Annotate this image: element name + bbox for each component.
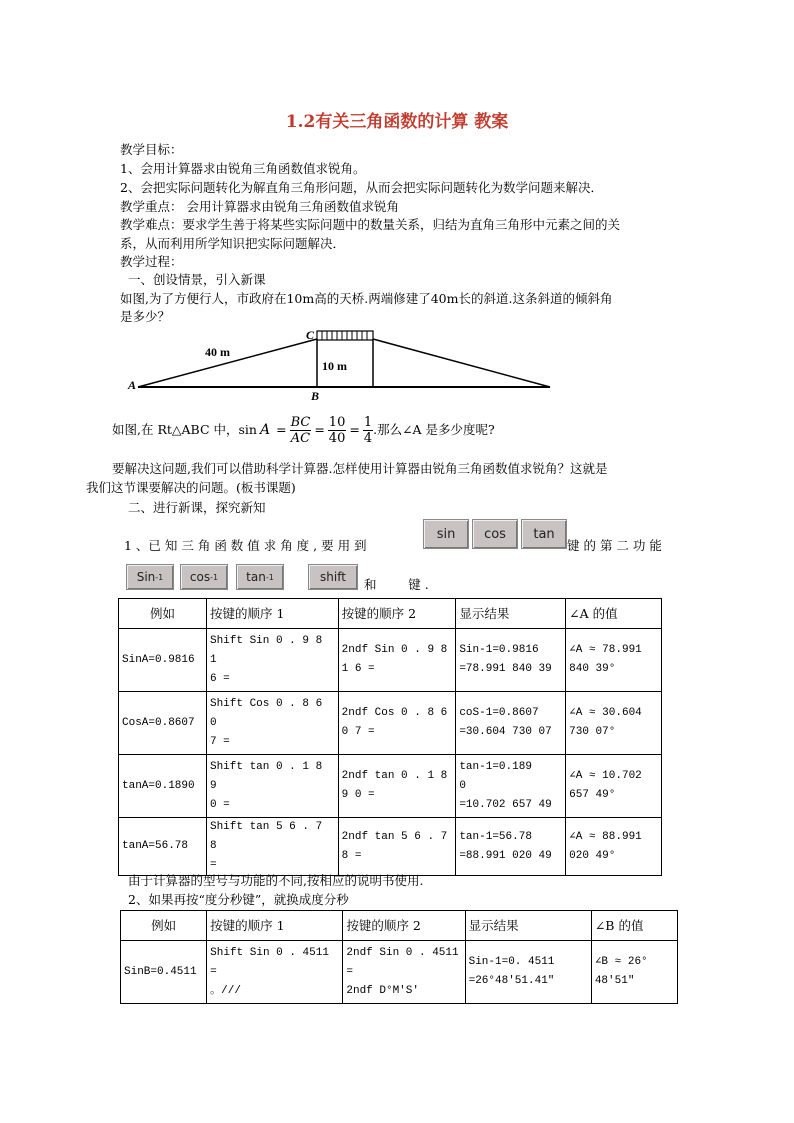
ramp-right (373, 339, 550, 387)
calculator-note: 由于计算器的型号与功能的不同,按相应的说明书使用. (128, 873, 424, 888)
table-row: tanA=56.78 Shift tan 5 6 . 7 8 = 2ndf tan 5 6 . 7 8 = tan-1=56.78 =88.991 020 49 ∠A ≈ 88.991 020 49° (119, 818, 662, 876)
sin-key: sin (423, 519, 469, 549)
process-heading: 教学过程： (120, 254, 183, 269)
cos-inverse-key: cos -1 (180, 564, 228, 590)
sin-inverse-key: Sin -1 (126, 564, 174, 590)
label-c: C (306, 328, 315, 342)
table-row: SinB=0.4511 Shift Sin 0 . 4511 = 。/// 2ndf Sin 0 . 4511 = 2ndf D°M′S′ Sin-1=0. 4511 =26°48′51.41″ ∠B ≈ 26° 48′51″ (121, 941, 678, 1004)
section-2-heading: 二、进行新课，探究新知 (128, 500, 266, 515)
label-a: A (128, 378, 137, 392)
table2-header-seq1: 按键的顺序 1 (207, 911, 343, 941)
label-bc-length: 10 m (322, 359, 347, 373)
section-1-heading: 一、创设情景，引入新课 (128, 272, 266, 287)
table2-header-result: 显示结果 (465, 911, 591, 941)
shift-key: shift (308, 564, 358, 590)
goal-2: 2、会把实际问题转化为解直角三角形问题，从而会把实际问题转化为数学问题来解决． (120, 180, 603, 195)
table2-header-angle: ∠B 的值 (591, 911, 677, 941)
fraction-bc-ac: $\frac{BC}{AC}$ (290, 414, 311, 446)
label-b: B (311, 389, 320, 402)
table1-header-angle: ∠A 的值 (566, 599, 662, 629)
bridge-ramp-figure (120, 326, 560, 402)
formula-suffix: .那么∠A 是多少度呢? (373, 422, 495, 437)
teaching-focus: 教学重点： 会用计算器求由锐角三角函数值求锐角 (120, 199, 399, 214)
formula-var: A (259, 422, 271, 438)
document-title: 1.2有关三角函数的计算 教案 (285, 112, 509, 132)
problem-text: 如图,为了方便行人，市政府在10m高的天桥.两端修建了40m长的斜道.这条斜道的倾斜角 (120, 291, 613, 306)
item-2-text: 2、如果再按“度分秒键”，就换成度分秒 (128, 892, 349, 907)
paragraph-1-cont: 我们这节课要解决的问题。(板书课题) (86, 480, 296, 495)
tan-key: tan (521, 519, 567, 549)
formula-prefix: 如图,在 Rt△ABC 中，sin (112, 422, 257, 437)
formula-line: 如图,在 Rt△ABC 中，sin A = $\frac{BC}{AC}$ = $\frac{10}{40}$ = $\frac{1}{4}$ .那么∠A 是多少度呢? (112, 410, 495, 450)
teaching-difficulty-cont: 系，从而利用所学知识把实际问题解决． (120, 236, 346, 251)
table1-header-example: 例如 (119, 599, 207, 629)
table1-header-seq1: 按键的顺序 1 (206, 599, 338, 629)
goals-heading: 教学目标： (120, 142, 183, 157)
teaching-difficulty: 教学难点：要求学生善于将某些实际问题中的数量关系，归结为直角三角形中元素之间的关 (120, 217, 621, 232)
paragraph-1: 要解决这问题,我们可以借助科学计算器.怎样使用计算器由锐角三角函数值求锐角？这就是 (112, 461, 608, 476)
table-row: tanA=0.1890 Shift tan 0 . 1 8 9 0 = 2ndf tan 0 . 1 8 9 0 = tan-1=0.189 0 =10.702 657 49 ∠A ≈ 10.702 657 49° (119, 755, 662, 818)
table2-header-seq2: 按键的顺序 2 (343, 911, 465, 941)
fraction-1-4: $\frac{1}{4}$ (363, 414, 373, 446)
item-1-text: 1 、已 知 三 角 函 数 值 求 角 度 , 要 用 到 (124, 538, 367, 553)
table-row: CosA=0.8607 Shift Cos 0 . 8 6 0 7 = 2ndf Cos 0 . 8 6 0 7 = coS-1=0.8607 =30.604 730 07 ∠A ≈ 30.604 730 07° (119, 692, 662, 755)
keystroke-table-1 (118, 598, 662, 876)
tan-inverse-key: tan -1 (236, 564, 284, 590)
bridge-deck (317, 331, 373, 340)
label-ac-length: 40 m (205, 345, 230, 359)
table-row: SinA=0.9816 Shift Sin 0 . 9 8 1 6 = 2ndf Sin 0 . 9 8 1 6 = Sin-1=0.9816 =78.991 840 39 ∠A ≈ 78.991 840 39° (119, 629, 662, 692)
table2-header-example: 例如 (121, 911, 207, 941)
table1-header-result: 显示结果 (456, 599, 566, 629)
item-1-text-cont: 键 的 第 二 功 能 (567, 538, 662, 553)
and-text: 和 键 . (364, 577, 429, 592)
goal-1: 1、会用计算器求由锐角三角函数值求锐角。 (120, 161, 366, 176)
fraction-10-40: $\frac{10}{40}$ (328, 414, 346, 446)
keystroke-table-2 (120, 910, 678, 1004)
problem-text-cont: 是多少？ (120, 309, 171, 324)
cos-key: cos (472, 519, 518, 549)
table1-header-seq2: 按键的顺序 2 (338, 599, 456, 629)
